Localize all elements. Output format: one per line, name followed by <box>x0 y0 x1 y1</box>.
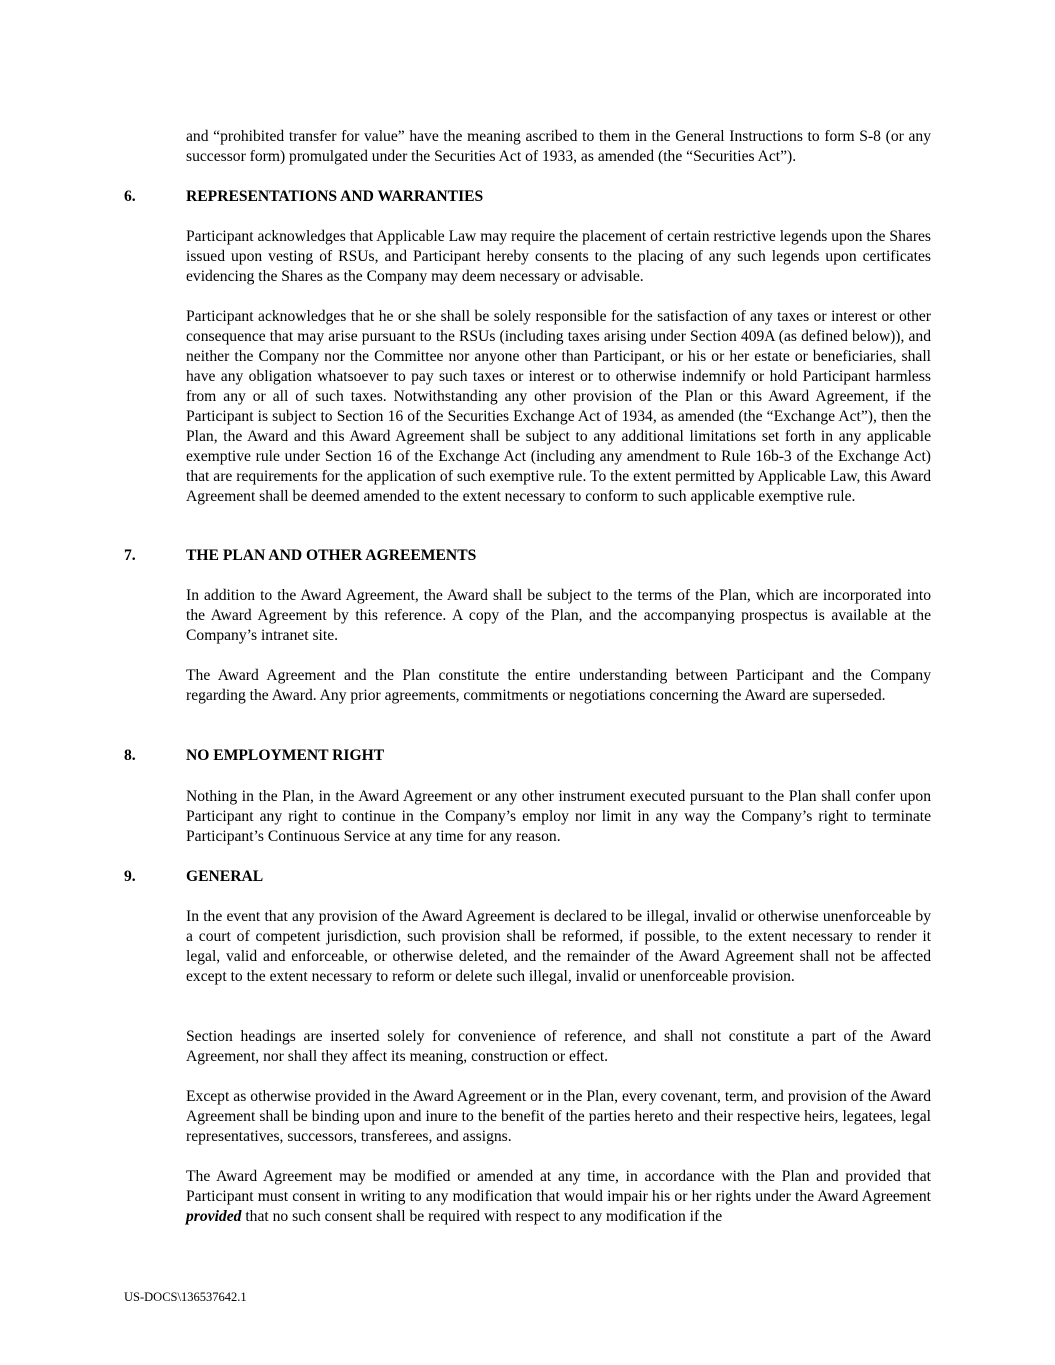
section-7-paragraph-2: The Award Agreement and the Plan constitute the entire understanding between Participant and the Company regarding the Award. Any prior agreements, commitments or negotiations concerning the Award are superseded. <box>186 667 931 704</box>
section-8-paragraph-1: Nothing in the Plan, in the Award Agreement or any other instrument executed pursuant to the Plan shall confer upon Participant any right to continue in the Company’s employ nor limit in any way the Company’s right to terminate Participant’s Continuous Service at any time for any reason. <box>186 788 931 845</box>
section-number: 9. <box>124 868 136 885</box>
section-7-paragraph-1: In addition to the Award Agreement, the Award shall be subject to the terms of the Plan, which are incorporated into the Award Agreement by this reference. A copy of the Plan, and the accompanying prospectus is available at the Company’s intranet site. <box>186 587 931 644</box>
section-title: REPRESENTATIONS AND WARRANTIES <box>186 188 484 205</box>
section-6-paragraph-2: Participant acknowledges that he or she shall be solely responsible for the satisfaction of any taxes or interest or other consequence that may arise pursuant to the RSUs (including taxes arising under Section 409A (as defined below)), and neither the Company nor the Committee nor anyone other than Participant, or his or her estate or beneficiaries, shall have any obligation whatsoever to pay such taxes or interest or to otherwise indemnify or hold Participant harmless from any or all of such taxes. Notwithstanding any other provision of the Plan or this Award Agreement, if the Participant is subject to Section 16 of the Securities Exchange Act of 1934, as amended (the “Exchange Act”), then the Plan, the Award and this Award Agreement shall be subject to any additional limitations set forth in any applicable exemptive rule under Section 16 of the Exchange Act (including any amendment to Rule 16b-3 of the Exchange Act) that are requirements for the application of such exemptive rule. To the extent permitted by Applicable Law, this Award Agreement shall be deemed amended to the extent necessary to conform to such applicable exemptive rule. <box>186 308 931 505</box>
paragraph-text-before: The Award Agreement may be modified or amended at any time, in accordance with the Plan and provided that Participant must consent in writing to any modification that would impair his or her rights under the Award Agreement <box>186 1168 931 1205</box>
emphasis-provided: provided <box>186 1208 242 1225</box>
section-9-paragraph-3: Except as otherwise provided in the Award Agreement or in the Plan, every covenant, term, and provision of the Award Agreement shall be binding upon and inure to the benefit of the parties hereto and their respective heirs, legatees, legal representatives, successors, transferees, and assigns. <box>186 1088 931 1145</box>
section-title: THE PLAN AND OTHER AGREEMENTS <box>186 547 477 564</box>
section-number: 6. <box>124 188 136 205</box>
intro-paragraph: and “prohibited transfer for value” have the meaning ascribed to them in the General Instructions to form S-8 (or any successor form) promulgated under the Securities Act of 1933, as amended (the “Securities Act”). <box>186 128 931 165</box>
section-9-paragraph-2: Section headings are inserted solely for convenience of reference, and shall not constitute a part of the Award Agreement, nor shall they affect its meaning, construction or effect. <box>186 1028 931 1065</box>
section-title: NO EMPLOYMENT RIGHT <box>186 747 385 764</box>
section-number: 7. <box>124 547 136 564</box>
section-6-paragraph-1: Participant acknowledges that Applicable Law may require the placement of certain restrictive legends upon the Shares issued upon vesting of RSUs, and Participant hereby consents to the placing of any such legends upon certificates evidencing the Shares as the Company may deem necessary or advisable. <box>186 228 931 285</box>
document-footer-id: US-DOCS\136537642.1 <box>124 1290 247 1304</box>
section-title: GENERAL <box>186 868 264 885</box>
section-number: 8. <box>124 747 136 764</box>
paragraph-text-after: that no such consent shall be required with respect to any modification if the <box>241 1208 723 1225</box>
section-9-paragraph-4 <box>186 1167 931 1227</box>
section-9-paragraph-1: In the event that any provision of the Award Agreement is declared to be illegal, invalid or otherwise unenforceable by a court of competent jurisdiction, such provision shall be reformed, if possible, to the extent necessary to render it legal, valid and enforceable, or otherwise deleted, and the remainder of the Award Agreement shall not be affected except to the extent necessary to reform or delete such illegal, invalid or unenforceable provision. <box>186 908 931 985</box>
